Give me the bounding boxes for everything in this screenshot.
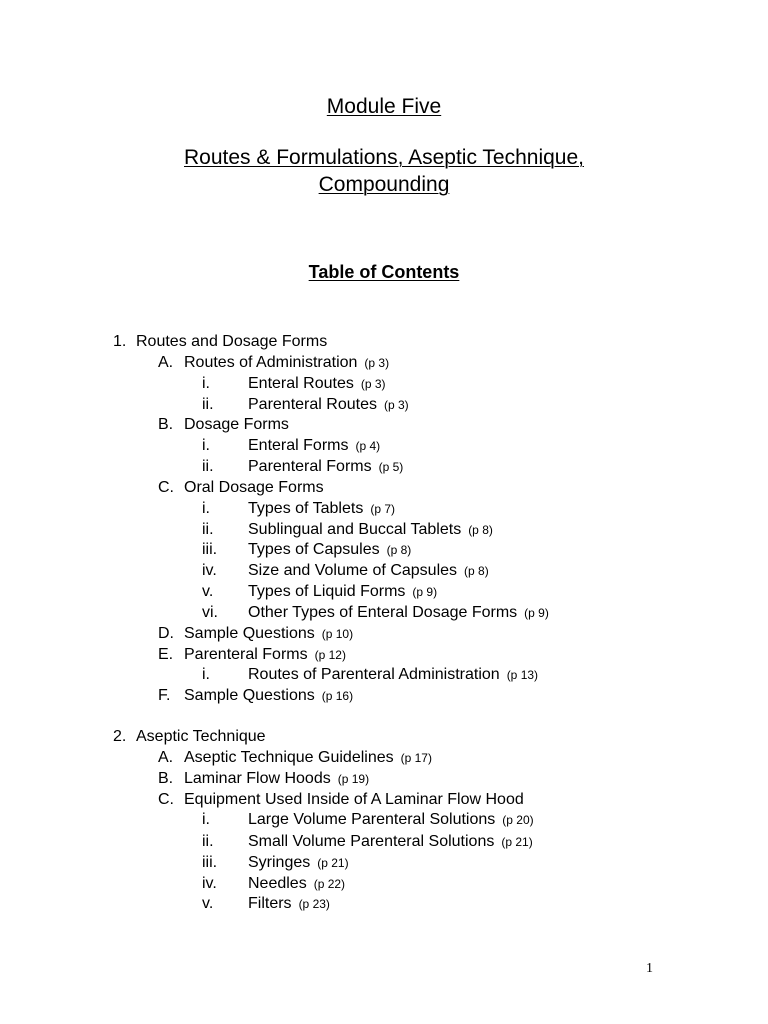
- section-1a-entry: [184, 353, 389, 373]
- section-1c-ii-title: Sublingual and Buccal Tablets: [248, 521, 462, 538]
- section-2-number: 2.: [113, 728, 127, 745]
- section-1b-letter: B.: [158, 416, 174, 433]
- section-1b-i-entry: [248, 436, 380, 456]
- section-1a-i-entry: [248, 374, 386, 394]
- section-1c-title: Oral Dosage Forms: [184, 479, 324, 496]
- section-1b-ii-entry: [248, 457, 403, 477]
- section-2c-iv-number: iv.: [202, 875, 217, 892]
- section-1c-vi-number: vi.: [202, 604, 218, 621]
- module-subtitle-line-2: Compounding: [318, 173, 450, 196]
- section-2c-letter: C.: [158, 791, 174, 808]
- section-1c-iv-number: iv.: [202, 562, 217, 579]
- section-2a-page: (p 17): [400, 751, 432, 765]
- section-1c-iv-entry: [248, 561, 489, 581]
- section-1b-i-title: Enteral Forms: [248, 437, 349, 454]
- section-1e-letter: E.: [158, 646, 174, 663]
- section-1f-page: (p 16): [321, 689, 354, 703]
- section-1c-ii-number: ii.: [202, 521, 214, 538]
- section-1c-ii-page: (p 8): [468, 523, 493, 537]
- section-2c-iii-entry: [248, 853, 349, 873]
- section-1d-page: (p 10): [321, 627, 354, 641]
- section-2b-entry: [184, 769, 369, 789]
- section-2c-v-entry: [248, 894, 330, 914]
- section-1c-vi-page: (p 9): [524, 606, 549, 620]
- section-2c-v-page: (p 23): [298, 897, 330, 911]
- module-title: Module Five: [326, 95, 442, 118]
- section-1a-page: (p 3): [364, 356, 390, 370]
- section-1c-i-entry: [248, 499, 395, 519]
- section-1c-iv-page: (p 8): [464, 564, 489, 578]
- section-2c-v-title: Filters: [248, 895, 292, 912]
- section-1e-page: (p 12): [314, 648, 346, 662]
- section-1e-i-entry: [248, 665, 538, 685]
- section-2c-ii-page: (p 21): [501, 835, 533, 849]
- section-1e-i-page: (p 13): [506, 668, 539, 682]
- section-1e-entry: [184, 645, 346, 665]
- section-1f-title: Sample Questions: [184, 687, 315, 704]
- section-1a-letter: A.: [158, 354, 174, 371]
- section-1d-letter: D.: [158, 625, 174, 642]
- section-2c-ii-entry: [248, 832, 533, 852]
- section-2c-iv-entry: [248, 874, 345, 894]
- section-1c-ii-entry: [248, 520, 493, 540]
- section-1b-i-page: (p 4): [355, 439, 381, 453]
- section-2c-ii-number: ii.: [202, 833, 214, 850]
- section-1c-v-page: (p 9): [412, 585, 438, 599]
- section-1a-i-number: i.: [202, 375, 210, 392]
- section-2c-ii-title: Small Volume Parenteral Solutions: [248, 833, 495, 850]
- section-1e-title: Parenteral Forms: [184, 646, 308, 663]
- section-2c-i-entry: [248, 810, 534, 830]
- module-subtitle-line-1: Routes & Formulations, Aseptic Technique,: [184, 146, 584, 169]
- section-1c-i-page: (p 7): [370, 502, 396, 516]
- section-1c-v-entry: [248, 582, 437, 602]
- section-1f-entry: [184, 686, 353, 706]
- section-2a-letter: A.: [158, 749, 174, 766]
- section-2c-title: Equipment Used Inside of A Laminar Flow Hood: [184, 791, 524, 808]
- section-2c-iii-number: iii.: [202, 854, 218, 871]
- section-2c-i-number: i.: [202, 811, 210, 828]
- section-1c-vi-title: Other Types of Enteral Dosage Forms: [248, 604, 518, 621]
- section-2c-v-number: v.: [202, 895, 214, 912]
- section-1c-iii-entry: [248, 540, 411, 560]
- section-2b-title: Laminar Flow Hoods: [184, 770, 331, 787]
- section-1c-letter: C.: [158, 479, 174, 496]
- section-1d-title: Sample Questions: [184, 625, 315, 642]
- section-1e-i-title: Routes of Parenteral Administration: [248, 666, 500, 683]
- section-1c-i-number: i.: [202, 500, 210, 517]
- section-1a-i-title: Enteral Routes: [248, 375, 354, 392]
- page-number: 1: [646, 961, 653, 976]
- section-1-number: 1.: [113, 333, 127, 350]
- section-1a-ii-page: (p 3): [383, 398, 409, 412]
- section-1d-entry: [184, 624, 353, 644]
- section-2c-i-title: Large Volume Parenteral Solutions: [248, 811, 496, 828]
- section-1a-title: Routes of Administration: [184, 354, 358, 371]
- section-2b-page: (p 19): [337, 772, 370, 786]
- section-2c-iii-title: Syringes: [248, 854, 311, 871]
- section-2a-title: Aseptic Technique Guidelines: [184, 749, 394, 766]
- section-1a-i-page: (p 3): [360, 377, 386, 391]
- section-1c-iii-number: iii.: [202, 541, 218, 558]
- section-2c-iv-page: (p 22): [313, 877, 346, 891]
- section-1b-ii-title: Parenteral Forms: [248, 458, 372, 475]
- section-2-title: Aseptic Technique: [136, 728, 266, 745]
- toc-heading: Table of Contents: [308, 262, 460, 282]
- section-2c-iii-page: (p 21): [317, 856, 349, 870]
- section-1a-ii-number: ii.: [202, 396, 214, 413]
- section-1a-ii-entry: [248, 395, 409, 415]
- section-1c-v-number: v.: [202, 583, 214, 600]
- section-1c-iii-page: (p 8): [386, 543, 412, 557]
- section-1b-ii-page: (p 5): [378, 460, 404, 474]
- section-1c-iv-title: Size and Volume of Capsules: [248, 562, 458, 579]
- section-1a-ii-title: Parenteral Routes: [248, 396, 377, 413]
- section-1c-iii-title: Types of Capsules: [248, 541, 380, 558]
- section-1e-i-number: i.: [202, 666, 210, 683]
- section-2c-iv-title: Needles: [248, 875, 307, 892]
- section-1c-vi-entry: [248, 603, 549, 623]
- section-2b-letter: B.: [158, 770, 174, 787]
- section-2c-i-page: (p 20): [502, 813, 534, 827]
- section-1b-title: Dosage Forms: [184, 416, 289, 433]
- section-1b-ii-number: ii.: [202, 458, 214, 475]
- section-1f-letter: F.: [158, 687, 171, 704]
- section-2a-entry: [184, 748, 432, 768]
- section-1c-i-title: Types of Tablets: [248, 500, 364, 517]
- section-1-title: Routes and Dosage Forms: [136, 333, 328, 350]
- section-1b-i-number: i.: [202, 437, 210, 454]
- section-1c-v-title: Types of Liquid Forms: [248, 583, 406, 600]
